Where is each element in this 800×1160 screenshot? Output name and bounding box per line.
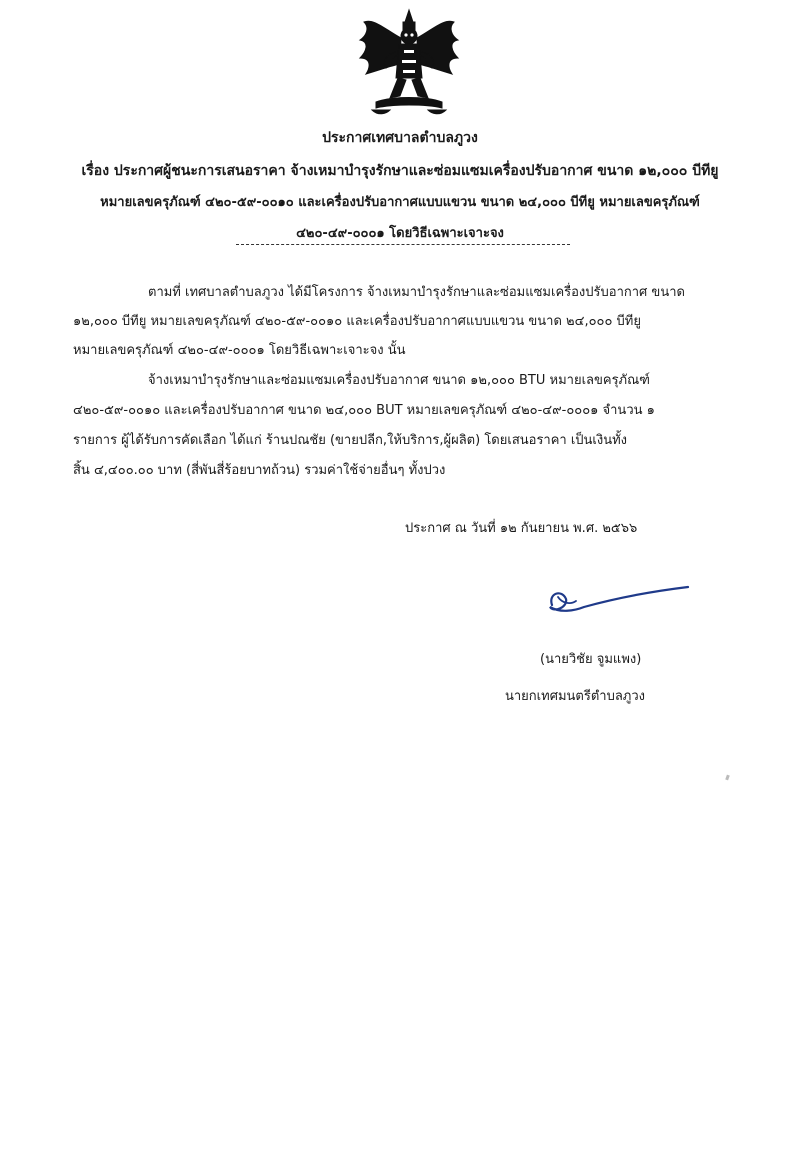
garuda-emblem-icon bbox=[356, 8, 462, 120]
paragraph-1-line-3: หมายเลขครุภัณฑ์ ๔๒๐-๔๙-๐๐๐๑ โดยวิธีเฉพาะเจาะจง นั้น bbox=[73, 343, 406, 358]
paragraph-2-line-4: สิ้น ๔,๔๐๐.๐๐ บาท (สี่พันสี่ร้อยบาทถ้วน) รวมค่าใช้จ่ายอื่นๆ ทั้งปวง bbox=[73, 463, 446, 478]
paragraph-2-line-3: รายการ ผู้ได้รับการคัดเลือก ได้แก่ ร้านปณชัย (ขายปลีก,ให้บริการ,ผู้ผลิต) โดยเสนอราคา เป็นเงินทั้ง bbox=[73, 433, 628, 448]
announcement-subject-line-3: ๔๒๐-๔๙-๐๐๐๑ โดยวิธีเฉพาะเจาะจง bbox=[296, 226, 504, 241]
header-divider bbox=[236, 244, 570, 245]
paragraph-2-line-1: จ้างเหมาบำรุงรักษาและซ่อมแซมเครื่องปรับอากาศ ขนาด ๑๒,๐๐๐ BTU หมายเลขครุภัณฑ์ bbox=[148, 373, 650, 388]
paragraph-1-line-2: ๑๒,๐๐๐ บีทียู หมายเลขครุภัณฑ์ ๔๒๐-๕๙-๐๐๑๐ และเครื่องปรับอากาศแบบแขวน ขนาด ๒๔,๐๐๐ บีทียู bbox=[73, 314, 641, 329]
announce-date: ประกาศ ณ วันที่ ๑๒ กันยายน พ.ศ. ๒๕๖๖ bbox=[405, 521, 638, 536]
signer-name: (นายวิชัย จูมแพง) bbox=[540, 652, 642, 667]
signer-position: นายกเทศมนตรีตำบลภูวง bbox=[505, 689, 645, 704]
announcement-subject-line-2: หมายเลขครุภัณฑ์ ๔๒๐-๕๙-๐๐๑๐ และเครื่องปรับอากาศแบบแขวน ขนาด ๒๔,๐๐๐ บีทียู หมายเลขครุภัณฑ์ bbox=[100, 195, 700, 210]
paragraph-1-line-1: ตามที่ เทศบาลตำบลภูวง ได้มีโครงการ จ้างเหมาบำรุงรักษาและซ่อมแซมเครื่องปรับอากาศ ขนาด bbox=[148, 285, 685, 300]
paragraph-2-line-2: ๔๒๐-๕๙-๐๐๑๐ และเครื่องปรับอากาศ ขนาด ๒๔,๐๐๐ BUT หมายเลขครุภัณฑ์ ๔๒๐-๔๙-๐๐๐๑ จำนวน ๑ bbox=[73, 403, 655, 418]
announcement-title: ประกาศเทศบาลตำบลภูวง bbox=[322, 130, 478, 146]
signature-icon bbox=[540, 583, 690, 623]
scan-speck bbox=[725, 775, 730, 781]
announcement-subject-line-1: เรื่อง ประกาศผู้ชนะการเสนอราคา จ้างเหมาบำรุงรักษาและซ่อมแซมเครื่องปรับอากาศ ขนาด ๑๒,๐๐๐ บีทียู bbox=[81, 163, 719, 179]
